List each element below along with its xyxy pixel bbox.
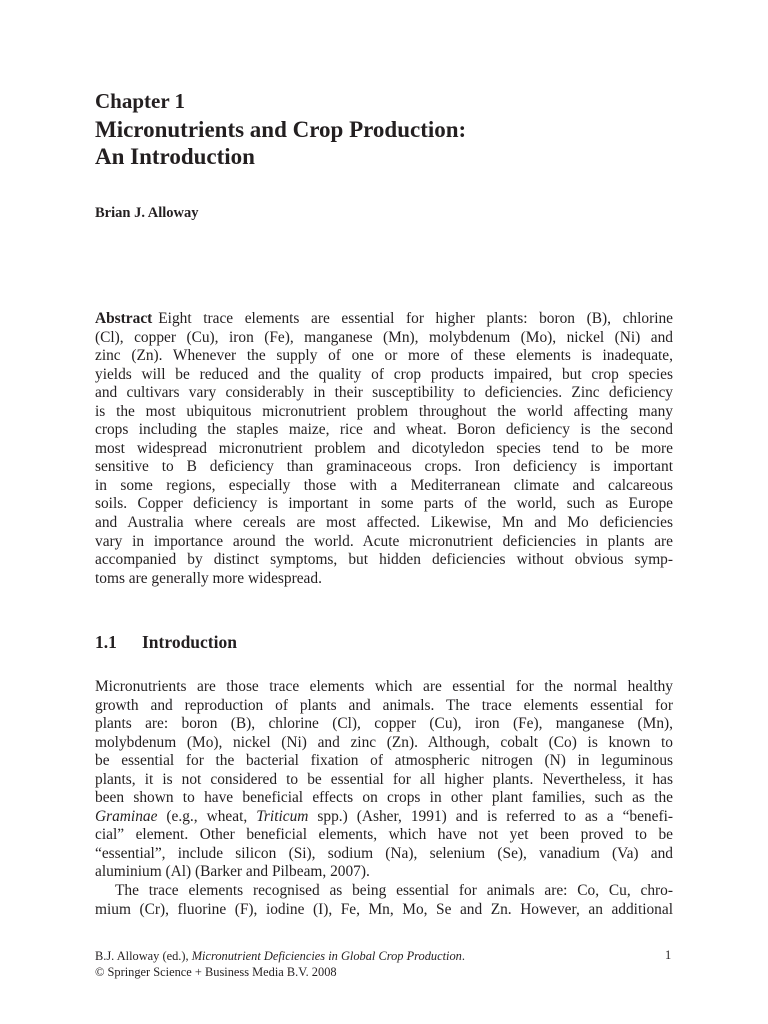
body-line: Micronutrients are those trace elements which are essential for the normal healthy	[95, 678, 673, 695]
abstract-line: Abstract Eight trace elements are essential for higher plants: boron (B), chlorine	[95, 310, 673, 327]
body-line: growth and reproduction of plants and animals. The trace elements essential for	[95, 696, 673, 714]
abstract-line: yields will be reduced and the quality of crop products impaired, but crop species	[95, 365, 673, 383]
italic-taxon: Graminae	[95, 807, 158, 825]
chapter-title-line: An Introduction	[95, 144, 255, 169]
abstract-line: (Cl), copper (Cu), iron (Fe), manganese (Mn), molybdenum (Mo), nickel (Ni) and	[95, 328, 673, 346]
abstract-line: vary in importance around the world. Acute micronutrient deficiencies in plants are	[95, 532, 673, 550]
body-line: plants, it is not considered to be essential for all higher plants. Nevertheless, it has	[95, 770, 673, 788]
body-line: Graminae (e.g., wheat, Triticum spp.) (Asher, 1991) and is referred to as a “benefi-	[95, 807, 673, 825]
abstract-line: soils. Copper deficiency is important in some parts of the world, such as Europe	[95, 495, 673, 513]
body-line: “essential”, include silicon (Si), sodium (Na), selenium (Se), vanadium (Va) and	[95, 844, 673, 862]
chapter-label: Chapter 1	[95, 89, 186, 113]
page-footer	[95, 948, 673, 980]
body-line: mium (Cr), fluorine (F), iodine (I), Fe, Mn, Mo, Se and Zn. However, an additional	[95, 900, 673, 918]
author-name: Brian J. Alloway	[95, 205, 199, 221]
footer-copyright: © Springer Science + Business Media B.V. 2008	[95, 965, 337, 979]
body-text	[95, 678, 673, 919]
page-number: 1	[665, 948, 672, 962]
abstract-line: most widespread micronutrient problem and dicotyledon species tend to be more	[95, 439, 673, 457]
abstract-line: and cultivars vary considerably in their susceptibility to deficiencies. Zinc deficiency	[95, 384, 673, 402]
abstract-line: in some regions, especially those with a Mediterranean climate and calcareous	[95, 476, 673, 494]
abstract-line: is the most ubiquitous micronutrient problem throughout the world affecting many	[95, 402, 673, 420]
book-title: Micronutrient Deficiencies in Global Crop Production	[191, 949, 462, 963]
abstract-line: sensitive to B deficiency than graminaceous crops. Iron deficiency is important	[95, 458, 673, 476]
section-number: 1.1	[95, 632, 117, 652]
section-title: Introduction	[142, 632, 237, 652]
chapter-title	[95, 116, 466, 170]
italic-taxon: Triticum	[256, 807, 309, 825]
body-line: The trace elements recognised as being essential for animals are: Co, Cu, chro-	[115, 882, 673, 900]
body-line: be essential for the bacterial fixation of atmospheric nitrogen (N) in leguminous	[95, 752, 673, 770]
abstract-line: crops including the staples maize, rice and wheat. Boron deficiency is the second	[95, 421, 673, 439]
abstract-lead: Abstract	[95, 310, 153, 327]
body-line: cial” element. Other beneficial elements, which have not yet been proved to be	[95, 826, 673, 844]
abstract-line: and Australia where cereals are most affected. Likewise, Mn and Mo deficiencies	[95, 514, 673, 532]
body-line: plants are: boron (B), chlorine (Cl), copper (Cu), iron (Fe), manganese (Mn),	[95, 715, 673, 733]
abstract	[95, 310, 673, 588]
body-line: been shown to have beneficial effects on crops in other plant families, such as the	[95, 789, 673, 807]
chapter-title-line: Micronutrients and Crop Production:	[95, 117, 467, 142]
abstract-line: zinc (Zn). Whenever the supply of one or more of these elements is inadequate,	[95, 347, 673, 365]
abstract-line: accompanied by distinct symptoms, but hidden deficiencies without obvious symp-	[95, 551, 673, 569]
body-line: aluminium (Al) (Barker and Pilbeam, 2007).	[95, 863, 370, 881]
footer-citation: B.J. Alloway (ed.), Micronutrient Deficiencies in Global Crop Production.	[95, 949, 465, 963]
section-heading	[95, 632, 237, 653]
abstract-line: toms are generally more widespread.	[95, 569, 322, 587]
body-line: molybdenum (Mo), nickel (Ni) and zinc (Zn). Although, cobalt (Co) is known to	[95, 733, 673, 751]
